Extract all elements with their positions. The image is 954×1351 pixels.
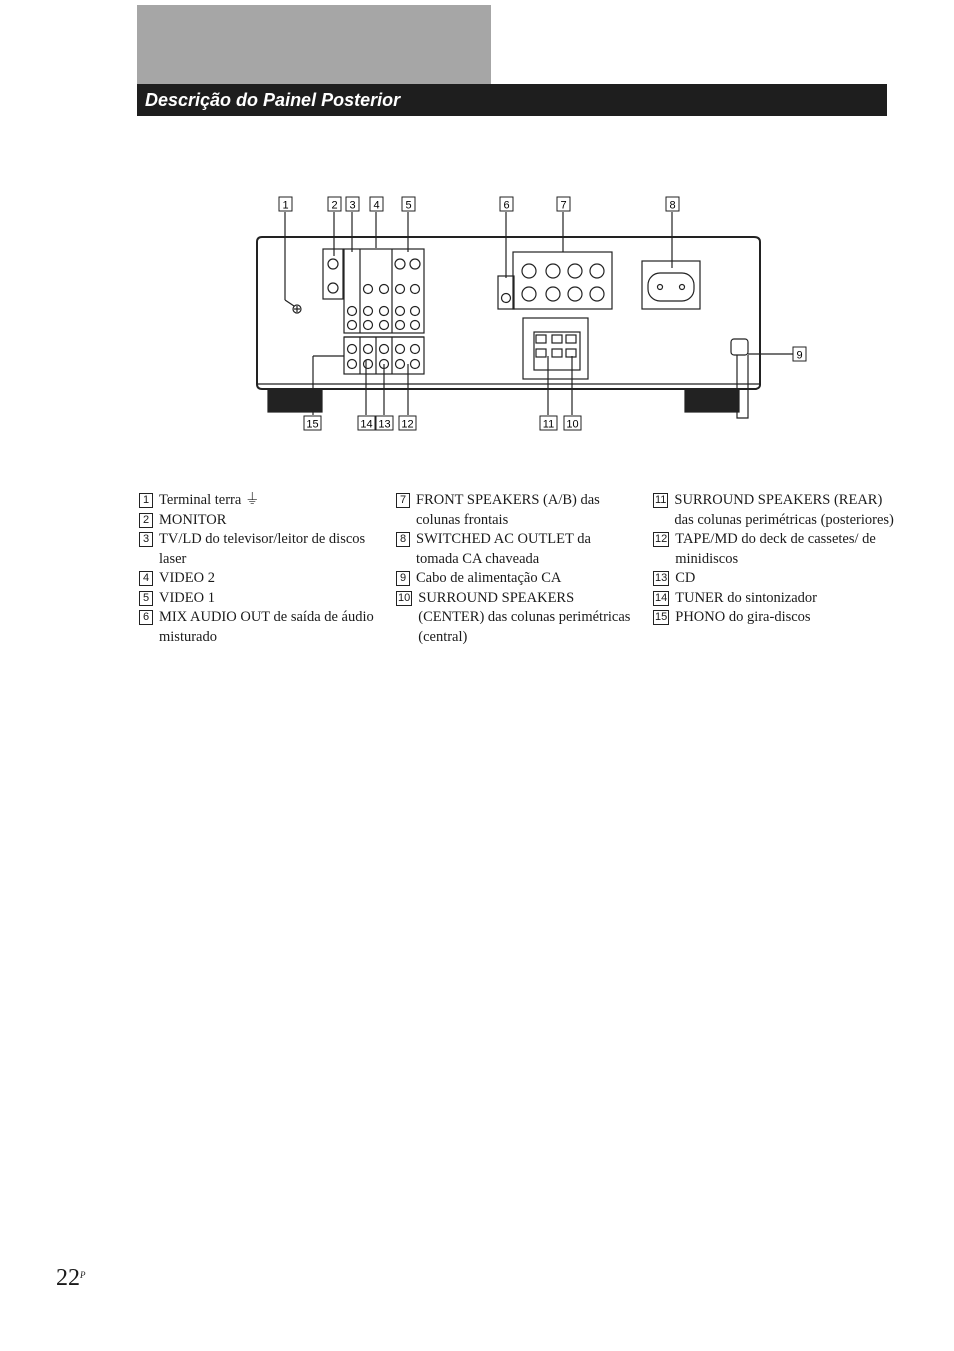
callout-14 [358,416,375,431]
callout-3 [346,197,359,212]
legend-text: CD [675,570,696,586]
svg-text:5: 5 [405,199,412,212]
legend-number: 1 [139,493,153,508]
svg-text:10: 10 [566,418,579,431]
legend-column-1 [139,491,379,647]
callout-11 [540,416,557,431]
legend-number: 8 [396,532,410,547]
legend-text: MIX AUDIO OUT de saída de áudio misturado [159,609,374,645]
callout-7 [557,197,570,212]
legend-text: SURROUND SPEAKERS (REAR) das colunas perimétricas (posteriores) [674,492,894,528]
callout-1 [279,197,292,212]
legend-text: TAPE/MD do deck de cassetes/ de minidiscos [675,531,876,567]
legend-text: VIDEO 1 [159,589,215,606]
svg-text:2: 2 [331,199,338,212]
svg-text:6: 6 [503,199,510,212]
legend-text: Cabo de alimentação CA [416,570,562,586]
callout-4 [370,197,383,212]
legend-item [139,608,379,647]
legend-item [139,530,379,569]
svg-text:13: 13 [378,418,391,431]
legend-number: 12 [655,533,668,545]
page-number [56,1265,86,1292]
legend-text: VIDEO 2 [159,570,215,586]
callout-15 [304,416,321,431]
svg-text:14: 14 [360,418,373,431]
legend-column-3 [653,491,903,628]
legend-number: 14 [655,591,668,604]
legend-number: 13 [655,572,668,584]
legend-text: SWITCHED AC OUTLET da tomada CA chaveada [416,531,591,567]
legend-item [396,569,636,589]
svg-text:12: 12 [401,418,414,431]
page-title: Descrição do Painel Posterior [137,84,887,116]
legend-number: 6 [139,610,153,625]
svg-text:8: 8 [669,199,676,212]
legend-text: Terminal terra ⏚ [159,492,260,508]
legend-number: 10 [398,591,411,604]
rear-panel-diagram [0,0,954,460]
legend-number: 15 [655,611,668,623]
page-number-suffix: P [80,1270,86,1280]
svg-text:15: 15 [306,418,319,431]
callout-10 [564,416,581,431]
legend-number: 11 [655,494,667,506]
legend-item [139,569,379,589]
legend-item [653,530,903,569]
page-number-value: 22 [56,1265,80,1291]
legend-item [139,589,379,609]
callout-6 [500,197,513,212]
legend-column-2 [396,491,636,647]
legend-text: TV/LD do televisor/leitor de discos laser [159,531,366,567]
svg-text:3: 3 [349,199,356,212]
legend-number: 5 [139,591,153,606]
callout-12 [399,416,416,431]
legend-text: SURROUND SPEAKERS (CENTER) das colunas perimétricas (central) [418,589,631,645]
legend-item [139,491,379,511]
legend-text: PHONO do gira-discos [675,609,811,625]
legend-item [396,589,636,648]
legend-item [653,491,903,530]
legend-number: 2 [139,513,153,528]
svg-text:11: 11 [542,418,555,431]
callout-9 [793,347,806,362]
callout-5 [402,197,415,212]
svg-text:9: 9 [796,349,803,362]
legend-item [396,491,636,530]
legend-item [653,608,903,628]
legend-number: 4 [139,571,153,586]
legend-number: 7 [396,493,410,508]
legend-item [653,589,903,609]
callout-8 [666,197,679,212]
svg-text:7: 7 [560,199,567,212]
svg-text:1: 1 [282,199,289,212]
legend-item [396,530,636,569]
svg-text:4: 4 [373,199,380,212]
legend-text: FRONT SPEAKERS (A/B) das colunas frontais [416,492,600,528]
callout-2 [328,197,341,212]
legend-text: TUNER do sintonizador [675,589,818,606]
legend-text: MONITOR [159,511,227,528]
legend-item [653,569,903,589]
callout-13 [376,416,393,431]
legend-number: 9 [396,571,410,586]
legend-item [139,511,379,531]
legend-number: 3 [139,532,153,547]
